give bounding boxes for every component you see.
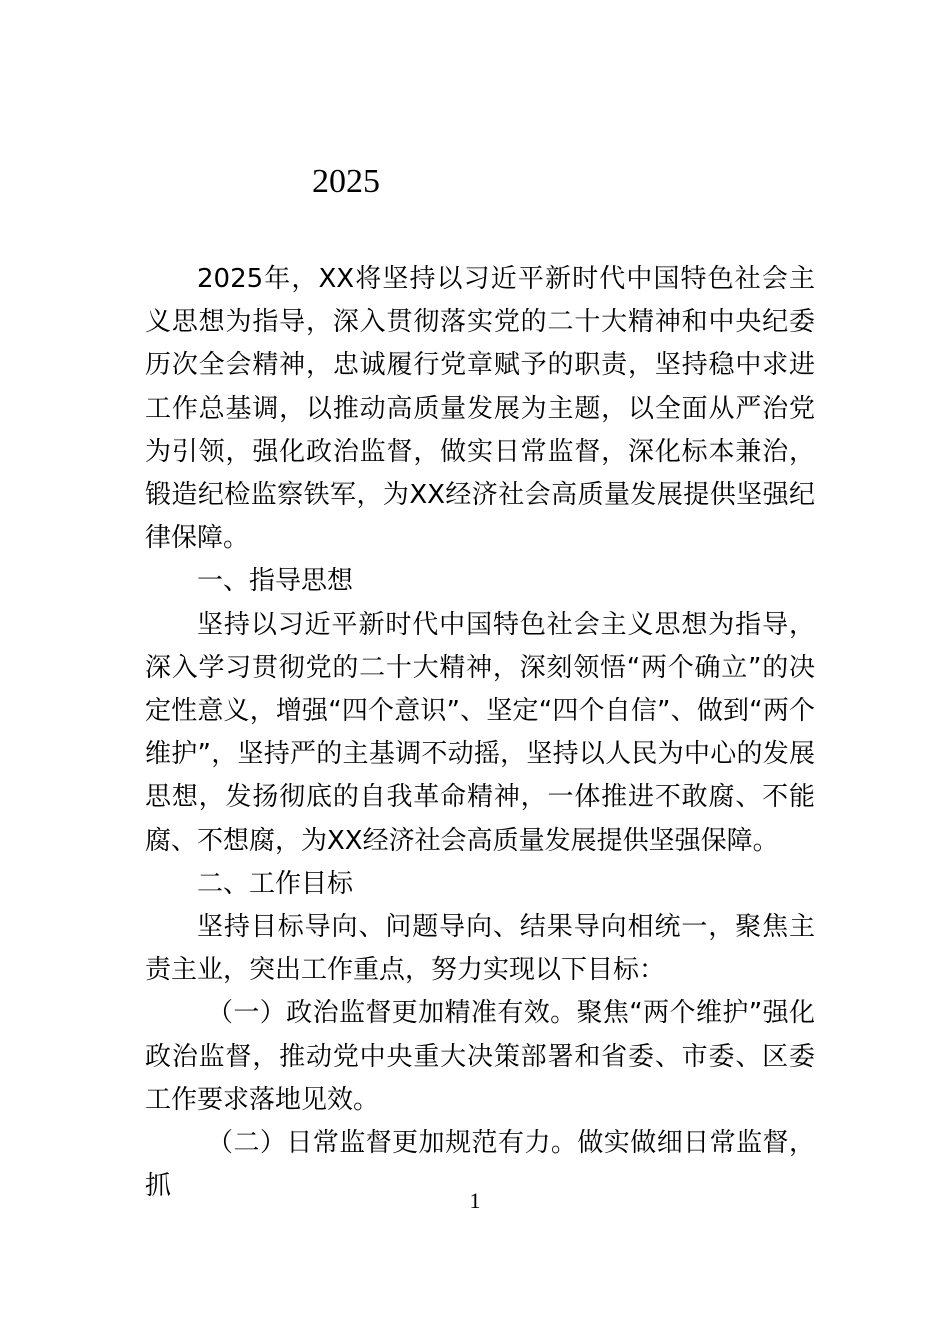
document-title: 2025 (312, 163, 380, 200)
page-number: 1 (469, 1188, 481, 1213)
document-body (145, 258, 815, 1208)
guiding-ideology-paragraph: 坚持以习近平新时代中国特色社会主义思想为指导，深入学习贯彻党的二十大精神，深刻领悟“两个确立”的决定性意义，增强“四个意识”、坚定“四个自信”、做到“两个维护”，坚持严的主基调不动摇，坚持以人民为中心的发展思想，发扬彻底的自我革命精神，一体推进不敢腐、不能腐、不想腐，为XX经济社会高质量发展提供坚强保障。 (145, 609, 815, 856)
intro-paragraph: 2025年，XX将坚持以习近平新时代中国特色社会主义思想为指导，深入贯彻落实党的二十大精神和中央纪委历次全会精神，忠诚履行党章赋予的职责，坚持稳中求进工作总基调，以推动高质量发展为主题，以全面从严治党为引领，强化政治监督，做实日常监督，深化标本兼治，锻造纪检监察铁军，为XX经济社会高质量发展提供坚强纪律保障。 (145, 264, 815, 554)
goal-political-supervision-paragraph: （一）政治监督更加精准有效。聚焦“两个维护”强化政治监督，推动党中央重大决策部署和省委、市委、区委工作要求落地见效。 (145, 998, 815, 1115)
section-heading-guiding-ideology: 一、指导思想 (197, 566, 354, 597)
section-heading-work-goals: 二、工作目标 (197, 868, 354, 899)
goal-daily-supervision-paragraph: （二）日常监督更加规范有力。做实做细日常监督，抓 (145, 1128, 815, 1202)
work-goals-paragraph: 坚持目标导向、问题导向、结果导向相统一，聚焦主责主业，突出工作重点，努力实现以下目标： (145, 912, 815, 986)
